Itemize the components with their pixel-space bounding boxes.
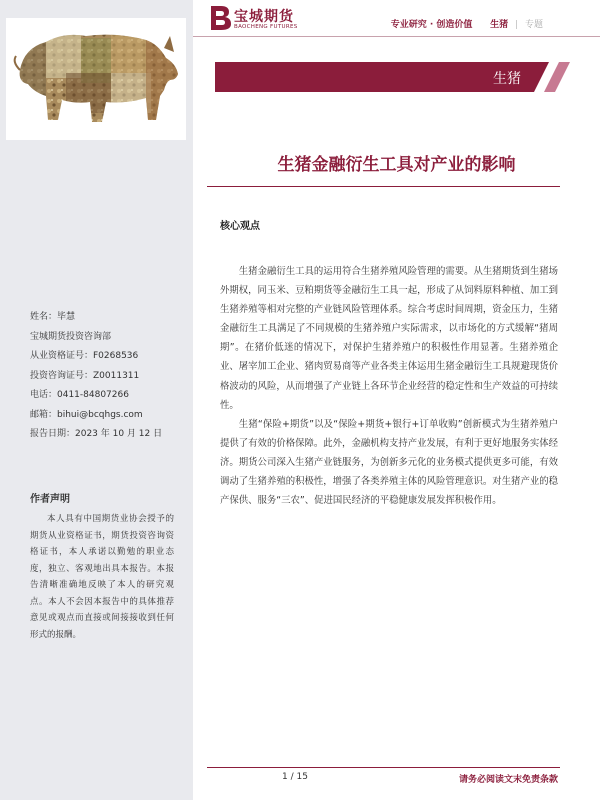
paragraph: 生猪金融衍生工具的运用符合生猪养殖风险管理的需要。从生猪期货到生猪场外期权，同玉米、豆粕期货等金融衍生工具一起，形成了从饲料原料种植、加工到生猪养殖等相对完整的产业链风险管理体系。综合考虑时间周期，资金压力，生猪金融衍生工具满足了不同规模的生猪养殖户实际需求，以市场化的方式缓解“猪周期”。在猪价低迷的情况下，对保护生猪养殖户的积极性作用显著。生猪养殖企业、屠宰加工企业、猪肉贸易商等产业各类主体运用生猪金融衍生工具规避现货价格波动的风险，从而增强了产业链上各环节企业经营的稳定性和生产效益的可持续性。 (220, 266, 558, 411)
header-separator: | (515, 20, 519, 30)
paragraph: 生猪“保险+期货”以及“保险+期货+银行+订单收购”创新模式为生猪养殖户提供了有效的价格保障。此外，金融机构支持产业发展，有利于更好地服务实体经济。期货公司深入生猪产业链服务，为创新多元化的业务模式提供更多可能，有效调动了生猪养殖的积极性，增强了各类养殖主体的风险管理意识。对生猪产业的稳产保供、服务“三农”、促进国民经济的平稳健康发展发挥积极作用。 (220, 418, 558, 507)
declaration-body: 本人具有中国期货业协会授予的期货从业资格证书，期货投资咨询资格证书，本人承诺以勤勉的职业态度，独立、客观地出具本报告。本报告清晰准确地反映了本人的研究观点。本人不会因本报告中的具体推荐意见或观点而直接或间接接收到任何形式的报酬。 (30, 514, 174, 640)
pig-illustration-icon (6, 18, 186, 140)
analyst-email: 邮箱：bihui@bcqhgs.com (30, 409, 143, 420)
company-logo (207, 4, 317, 34)
disclaimer-note: 请务必阅读文末免责条款 (458, 775, 558, 785)
analyst-license: 从业资格证号：F0268536 (30, 351, 139, 361)
analyst-info (30, 308, 190, 445)
title-divider (207, 186, 560, 187)
footer-divider (207, 767, 560, 768)
page-title: 生猪金融衍生工具对产业的影响 (277, 155, 516, 175)
article-body (220, 262, 558, 510)
report-type-tag: 专题 (524, 20, 543, 30)
header-divider (193, 36, 600, 37)
banner-label: 生猪 (493, 71, 521, 87)
analyst-phone: 电话：0411-84807266 (30, 390, 129, 400)
category-tag: 生猪 (490, 20, 509, 30)
analyst-name: 姓名：毕慧 (30, 312, 76, 322)
analyst-department: 宝城期货投资咨询部 (30, 331, 112, 342)
report-date: 报告日期：2023 年 10 月 12 日 (30, 429, 163, 439)
declaration-title: 作者声明 (30, 494, 70, 505)
b-logo-icon (207, 4, 233, 32)
header-tagline (391, 17, 543, 30)
logo-text-cn: 宝城期货 (234, 9, 294, 25)
section-title: 核心观点 (220, 221, 260, 232)
page-number: 1 / 15 (282, 772, 308, 782)
logo-text-en: BAOCHENG FUTURES (234, 24, 298, 30)
pig-illustration-box (6, 18, 186, 140)
analyst-consult-license: 投资咨询证号：Z0011311 (30, 370, 140, 381)
slogan: 专业研究 · 创造价值 (390, 20, 473, 30)
